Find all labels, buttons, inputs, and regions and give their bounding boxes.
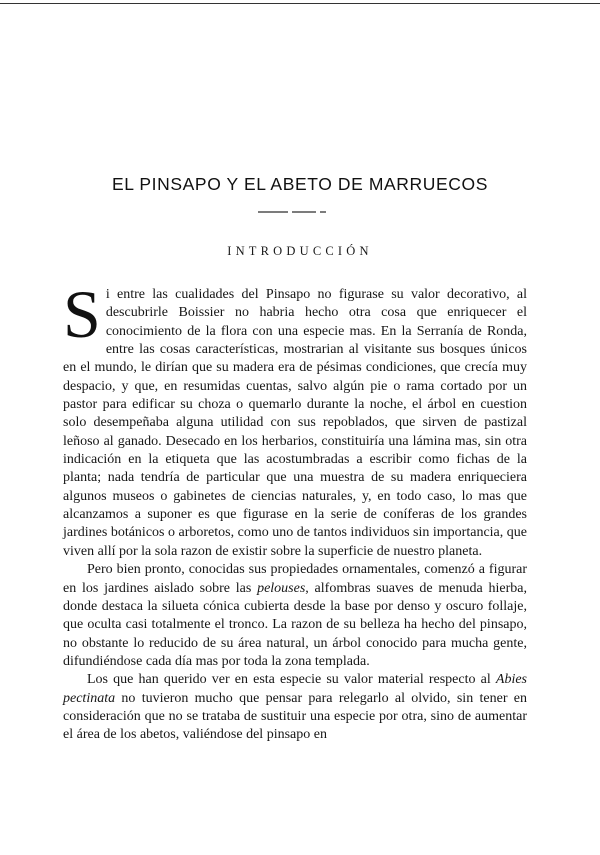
paragraph-2-part-1: Pero bien pronto, conocidas sus propiedades ornamentales, comenzó a figurar en los jardines aislado sobre las	[63, 562, 527, 596]
ornament-dash-2	[292, 211, 316, 212]
title-ornament	[254, 210, 334, 214]
paragraph-1-text: i entre las cualidades del Pinsapo no figurase su valor decorativo, al descubrirle Boissier no habria hecho otra cosa que enriquecer el conocimiento de la flora con una especie mas. En la Serranía de Ronda, entre las cosas características, mostrarian al visitante sus bosques únicos en el mundo, le dirían que su madera era de pésimas condiciones, que crecía muy despacio, y que, en resumidas cuentas, salvo algún pie o rama cortado por un pastor para edificar su choza o quemarlo durante la noche, el árbol en cuestion solo desempeñaba alguna utilidad con sus repoblados, que sirven de pastizal leñoso al ganado. Desecado en los herbarios, constituiría una lámina mas, sin otra indicación en la etiqueta que las acostumbradas a escribir como fichas de la planta; nada tendría de particular que una muestra de su madera enriqueciera algunos museos o gabinetes de ciencias naturales, y, en todo caso, lo mas que alcanzamos a suponer es que figurase en la serie de coníferas de los grandes jardines botánicos o arboretos, como uno de tantos individuos sin importancia, que viven allí por la sola razon de existir sobre la superficie de nuestro planeta.	[63, 287, 527, 559]
paragraph-2-italic-term: pelouses	[257, 580, 306, 596]
paragraph-3-part-1: Los que han querido ver en esta especie su valor material respecto al	[87, 672, 496, 688]
top-rule	[0, 3, 600, 4]
paragraph-3-italic-term: Abies pectinata	[63, 672, 527, 706]
paragraph-1	[63, 276, 527, 561]
paragraph-2	[63, 561, 527, 671]
paragraph-3-part-2: no tuvieron mucho que pensar para relegarlo al olvido, sin tener en consideración que no se trataba de sustituir una especie por otra, sino de aumentar el área de los abetos, valiéndose del pinsapo en	[63, 690, 527, 743]
ornament-dash-1	[258, 211, 288, 212]
ornament-dash-3	[320, 211, 326, 212]
paragraph-2-part-2: , alfombras suaves de menuda hierba, donde destaca la silueta cónica cubierta desde la base por denso y oscuro follaje, que oculta casi totalmente el tronco. La razon de su belleza ha hecho del pinsapo, no obstante lo reducido de su área natural, un árbol conocido para mucha gente, difundiéndose cada día mas por toda la zona templada.	[63, 580, 527, 669]
paragraph-3	[63, 671, 527, 744]
section-heading: INTRODUCCIÓN	[227, 244, 373, 258]
article-body	[63, 276, 527, 745]
article-title: EL PINSAPO Y EL ABETO DE MARRUECOS	[111, 174, 489, 194]
drop-cap: S	[63, 276, 101, 352]
